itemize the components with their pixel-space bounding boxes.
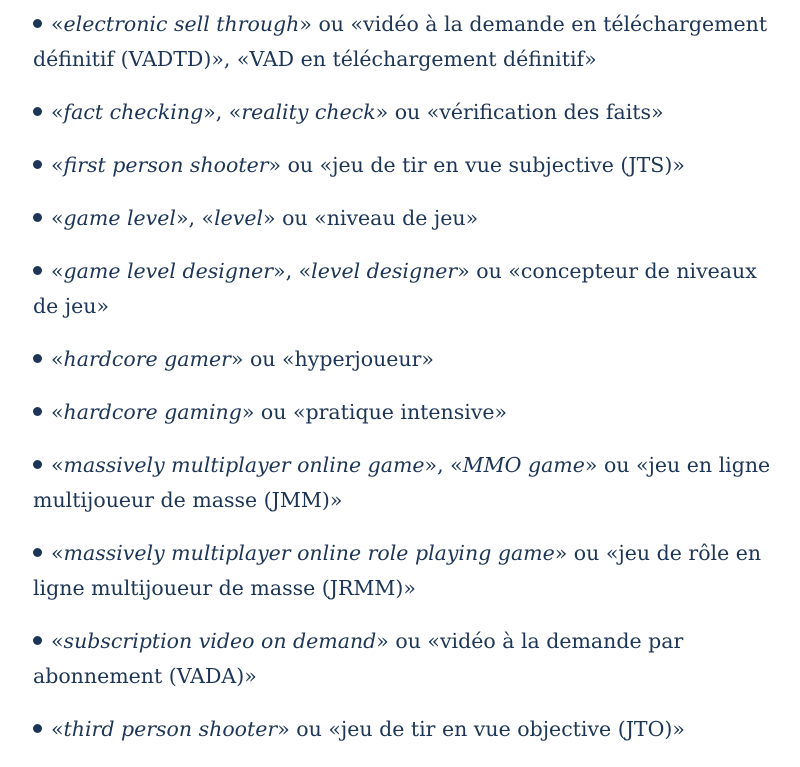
- term-text: «: [51, 453, 64, 477]
- english-term: reality check: [241, 100, 376, 124]
- term-text: » ou «vérification des faits»: [375, 100, 664, 124]
- english-term: electronic sell through: [63, 12, 300, 36]
- list-item: [33, 7, 778, 77]
- terminology-list: [33, 7, 778, 765]
- list-item: [33, 148, 778, 183]
- english-term: massively multiplayer online game: [63, 453, 425, 477]
- english-term: level designer: [311, 259, 458, 283]
- term-text: » ou «jeu de rôle en ligne multijoueur de masse (JRMM)»: [33, 541, 762, 600]
- list-item: [33, 95, 778, 130]
- term-text: «: [51, 541, 64, 565]
- english-term: hardcore gaming: [63, 400, 242, 424]
- term-text: » ou «concepteur de niveaux de jeu»: [33, 259, 757, 318]
- term-text: », «: [424, 453, 463, 477]
- term-text: «: [51, 12, 64, 36]
- bullet-icon: [33, 407, 42, 416]
- term-text: «: [51, 100, 64, 124]
- english-term: game level: [63, 206, 176, 230]
- list-item: [33, 448, 778, 518]
- english-term: game level designer: [63, 259, 274, 283]
- bullet-icon: [33, 354, 42, 363]
- bullet-icon: [33, 213, 42, 222]
- english-term: hardcore gamer: [63, 347, 231, 371]
- term-text: » ou «vidéo à la demande par abonnement (VADA)»: [33, 629, 684, 688]
- list-item: [33, 624, 778, 694]
- term-text: «: [51, 347, 64, 371]
- english-term: MMO game: [462, 453, 585, 477]
- list-item: [33, 342, 778, 377]
- list-item: [33, 395, 778, 430]
- bullet-icon: [33, 548, 42, 557]
- term-text: «: [51, 259, 64, 283]
- term-text: » ou «pratique intensive»: [241, 400, 508, 424]
- term-text: » ou «jeu de tir en vue objective (JTO)»: [277, 717, 685, 741]
- bullet-icon: [33, 724, 42, 733]
- bullet-icon: [33, 460, 42, 469]
- list-item: [33, 536, 778, 606]
- term-text: «: [51, 400, 64, 424]
- list-item: [33, 201, 778, 236]
- list-item: [33, 254, 778, 324]
- term-text: » ou «jeu de tir en vue subjective (JTS)»: [268, 153, 685, 177]
- english-term: first person shooter: [63, 153, 269, 177]
- english-term: subscription video on demand: [63, 629, 377, 653]
- term-text: «: [51, 629, 64, 653]
- english-term: third person shooter: [63, 717, 278, 741]
- english-term: massively multiplayer online role playing game: [63, 541, 555, 565]
- term-text: » ou «hyperjoueur»: [230, 347, 434, 371]
- term-text: », «: [273, 259, 312, 283]
- english-term: level: [214, 206, 264, 230]
- term-text: «: [51, 206, 64, 230]
- bullet-icon: [33, 636, 42, 645]
- bullet-icon: [33, 19, 42, 28]
- bullet-icon: [33, 266, 42, 275]
- term-text: » ou «niveau de jeu»: [263, 206, 479, 230]
- term-text: », «: [175, 206, 215, 230]
- english-term: fact checking: [63, 100, 204, 124]
- term-text: «: [51, 153, 64, 177]
- term-text: », «: [203, 100, 242, 124]
- bullet-icon: [33, 160, 42, 169]
- term-text: » ou «jeu en ligne multijoueur de masse (JMM)»: [33, 453, 771, 512]
- term-text: » ou «vidéo à la demande en téléchargement définitif (VADTD)», «VAD en téléchargement définitif»: [33, 12, 768, 71]
- list-item: [33, 712, 778, 747]
- term-text: «: [51, 717, 64, 741]
- bullet-icon: [33, 107, 42, 116]
